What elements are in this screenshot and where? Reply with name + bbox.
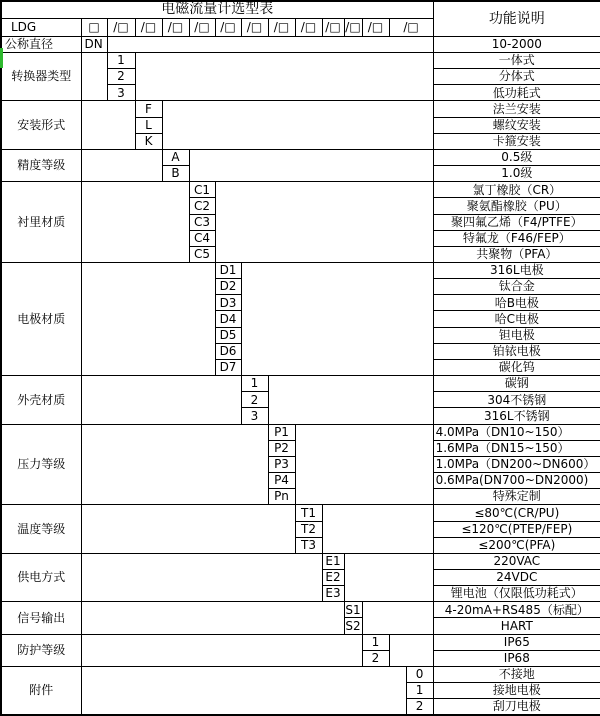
section-label: 精度等级 [1, 149, 81, 181]
table-row [1, 263, 600, 279]
code-cell: 1 [107, 52, 135, 68]
table-title: 电磁流量计选型表 [1, 1, 433, 18]
function-cell: 哈C电极 [433, 311, 600, 327]
section-label: 电极材质 [1, 263, 81, 376]
function-cell: 220VAC [433, 553, 600, 569]
function-cell: 0.6MPa(DN700~DN2000) [433, 473, 600, 489]
code-cell: B [162, 166, 189, 182]
order-box: □ [81, 18, 107, 36]
filler-cell [81, 52, 107, 100]
filler-cell [295, 424, 433, 505]
section-label: 供电方式 [1, 553, 81, 601]
code-cell: E1 [322, 553, 344, 569]
filler-cell [81, 149, 162, 181]
filler-cell [81, 263, 215, 376]
code-cell: 1 [406, 683, 433, 699]
function-cell: 316L电极 [433, 263, 600, 279]
code-cell: D4 [215, 311, 241, 327]
function-cell: 碳化钨 [433, 359, 600, 375]
code-cell: F [135, 101, 162, 117]
function-cell: 碳钢 [433, 376, 600, 392]
code-cell: C4 [189, 230, 215, 246]
title-row [1, 1, 600, 18]
function-cell: 分体式 [433, 69, 600, 85]
function-cell: 1.0MPa（DN200~DN600） [433, 456, 600, 472]
filler-cell [268, 376, 433, 424]
function-cell: 锂电池（仅限低功耗式） [433, 586, 600, 602]
filler-cell [162, 101, 433, 149]
order-box-slash: /□ [344, 18, 362, 36]
function-cell: 刮刀电极 [433, 699, 600, 715]
code-cell: T3 [295, 537, 322, 553]
table-row [1, 505, 600, 521]
filler-cell [215, 182, 433, 263]
filler-cell [81, 553, 322, 601]
code-cell: 1 [241, 376, 268, 392]
filler-cell [81, 424, 268, 505]
order-box-slash: /□ [322, 18, 344, 36]
section-label: 公称直径 [1, 36, 81, 52]
code-cell: 2 [406, 699, 433, 715]
function-cell: 哈B电极 [433, 295, 600, 311]
filler-cell [362, 602, 433, 634]
table-row [1, 149, 600, 165]
section-label: 外壳材质 [1, 376, 81, 424]
order-box-slash: /□ [135, 18, 162, 36]
function-cell: 卡箍安装 [433, 133, 600, 149]
code-cell: P2 [268, 440, 295, 456]
section-label: 衬里材质 [1, 182, 81, 263]
code-cell: C1 [189, 182, 215, 198]
function-cell: ≤80℃(CR/PU) [433, 505, 600, 521]
function-cell: IP68 [433, 650, 600, 666]
code-cell: C3 [189, 214, 215, 230]
section-label: 附件 [1, 666, 81, 715]
filler-cell [107, 36, 433, 52]
table-row [1, 602, 600, 618]
filler-cell [81, 182, 189, 263]
code-cell: 0 [406, 666, 433, 682]
code-cell: P3 [268, 456, 295, 472]
table-row [1, 553, 600, 569]
function-cell: 氯丁橡胶（CR） [433, 182, 600, 198]
filler-cell [81, 101, 135, 149]
table-row [1, 52, 600, 68]
function-cell: 一体式 [433, 52, 600, 68]
function-cell: 低功耗式 [433, 85, 600, 101]
code-cell: D5 [215, 327, 241, 343]
order-box-slash: /□ [268, 18, 295, 36]
table-row [1, 101, 600, 117]
code-cell: L [135, 117, 162, 133]
section-label: 转换器类型 [1, 52, 81, 100]
code-cell: E2 [322, 569, 344, 585]
function-cell: 316L不锈钢 [433, 408, 600, 424]
model-prefix: LDG [1, 18, 81, 36]
code-cell: 3 [241, 408, 268, 424]
table-row [1, 376, 600, 392]
order-box-slash: /□ [389, 18, 433, 36]
function-cell: 4.0MPa（DN10~150） [433, 424, 600, 440]
function-column-header: 功能说明 [433, 1, 600, 36]
order-box-slash: /□ [295, 18, 322, 36]
section-label: 压力等级 [1, 424, 81, 505]
table-row [1, 424, 600, 440]
function-cell: 聚四氟乙烯（F4/PTFE） [433, 214, 600, 230]
function-cell: 接地电极 [433, 683, 600, 699]
order-box-slash: /□ [189, 18, 215, 36]
filler-cell [322, 505, 433, 553]
code-cell: 2 [362, 650, 389, 666]
order-box-slash: /□ [362, 18, 389, 36]
function-cell: 共聚物（PFA） [433, 246, 600, 262]
table-row [1, 182, 600, 198]
section-label: 安装形式 [1, 101, 81, 149]
code-cell: 1 [362, 634, 389, 650]
function-cell: ≤120℃(PTEP/FEP) [433, 521, 600, 537]
function-cell: 螺纹安装 [433, 117, 600, 133]
function-cell: 铂铱电极 [433, 343, 600, 359]
function-cell: 24VDC [433, 569, 600, 585]
code-cell: T1 [295, 505, 322, 521]
code-cell: K [135, 133, 162, 149]
order-box-slash: /□ [162, 18, 189, 36]
code-cell: P1 [268, 424, 295, 440]
section-label: 防护等级 [1, 634, 81, 666]
function-cell: 10-2000 [433, 36, 600, 52]
code-cell: A [162, 149, 189, 165]
code-cell: C2 [189, 198, 215, 214]
function-cell: 聚氨酯橡胶（PU） [433, 198, 600, 214]
function-cell: HART [433, 618, 600, 634]
section-label: 温度等级 [1, 505, 81, 553]
code-cell: S2 [345, 618, 361, 633]
code-cell: D2 [215, 279, 241, 295]
code-cell: DN [81, 36, 107, 52]
function-cell: 304不锈钢 [433, 392, 600, 408]
code-cell: D7 [215, 359, 241, 375]
function-cell: IP65 [433, 634, 600, 650]
function-cell: 不接地 [433, 666, 600, 682]
filler-cell [389, 634, 433, 666]
function-cell: 特殊定制 [433, 489, 600, 505]
filler-cell [135, 52, 433, 100]
filler-cell [81, 666, 406, 715]
filler-cell [81, 376, 241, 424]
order-box-slash: /□ [215, 18, 241, 36]
code-cell: C5 [189, 246, 215, 262]
order-box-slash: /□ [107, 18, 135, 36]
code-cell: E3 [322, 586, 344, 602]
code-cell: D1 [215, 263, 241, 279]
filler-cell [81, 505, 295, 553]
filler-cell [81, 602, 344, 634]
table-row [1, 666, 600, 682]
table-row [1, 36, 600, 52]
code-cell: D3 [215, 295, 241, 311]
code-cell: 2 [241, 392, 268, 408]
function-cell: 1.6MPa（DN15~150） [433, 440, 600, 456]
code-cell: 3 [107, 85, 135, 101]
code-cell: D6 [215, 343, 241, 359]
function-cell: 法兰安装 [433, 101, 600, 117]
function-cell: ≤200℃(PFA) [433, 537, 600, 553]
function-cell: 1.0级 [433, 166, 600, 182]
filler-cell [189, 149, 433, 181]
filler-cell [241, 263, 433, 376]
table-row [1, 634, 600, 650]
function-cell: 特氟龙（F46/FEP） [433, 230, 600, 246]
code-cell: S1 [345, 602, 361, 617]
code-cell: P4 [268, 473, 295, 489]
code-cell: Pn [268, 489, 295, 505]
code-cell: 2 [107, 69, 135, 85]
code-cell: T2 [295, 521, 322, 537]
function-cell: 钛合金 [433, 279, 600, 295]
green-screenshot-artifact [0, 48, 3, 68]
filler-cell [81, 634, 362, 666]
function-cell: 4-20mA+RS485（标配） [433, 602, 600, 618]
order-box-slash: /□ [241, 18, 268, 36]
filler-cell [344, 553, 433, 601]
section-label: 信号输出 [1, 602, 81, 634]
function-cell: 钽电极 [433, 327, 600, 343]
function-cell: 0.5级 [433, 149, 600, 165]
